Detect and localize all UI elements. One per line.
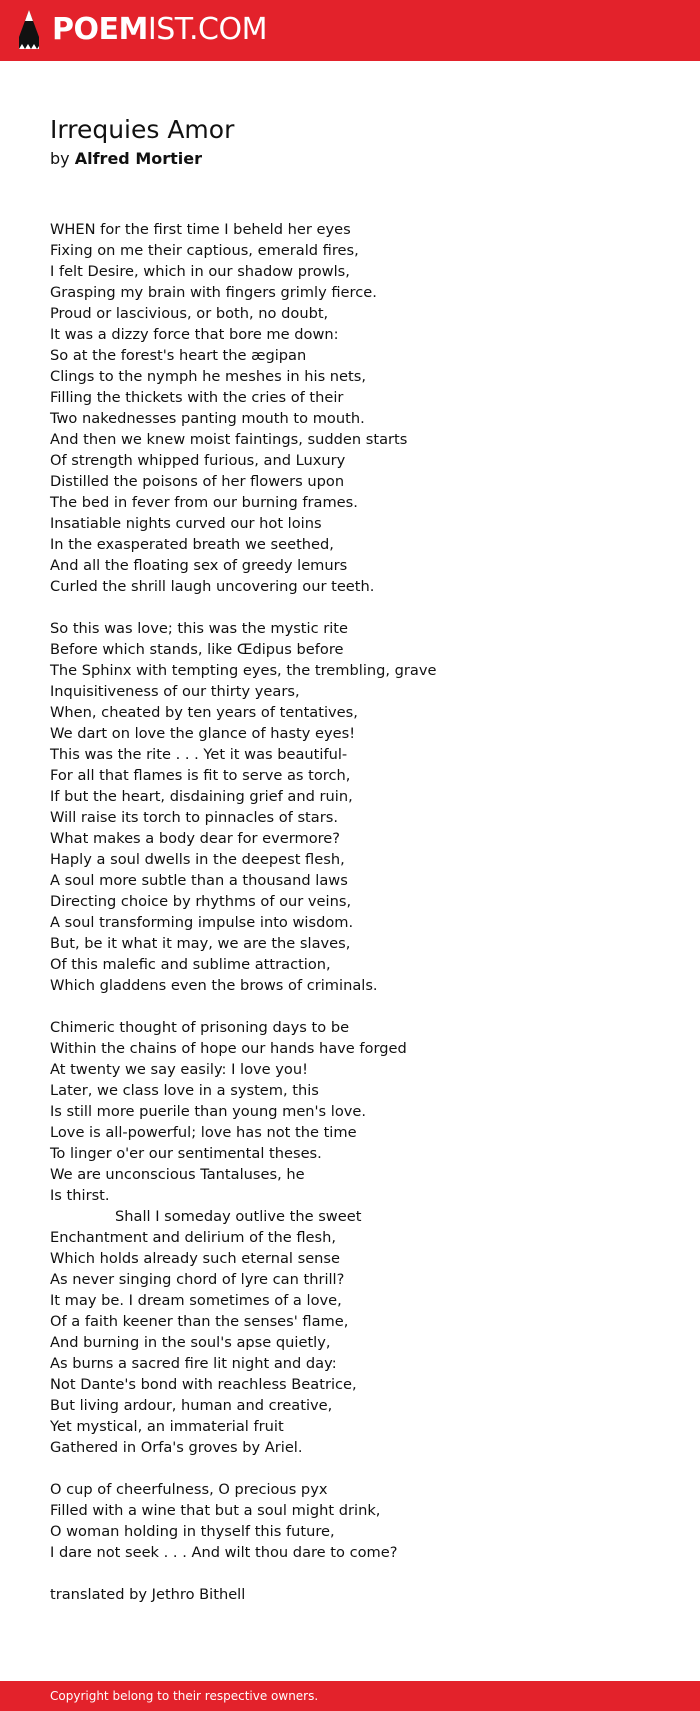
poem-line: A soul transforming impulse into wisdom. <box>50 914 354 931</box>
poem-line: Later, we class love in a system, this <box>50 1082 319 1099</box>
poem-line: O cup of cheerfulness, O precious pyx <box>50 1481 328 1498</box>
poem-line: Which gladdens even the brows of criminals. <box>50 977 378 994</box>
author-link[interactable]: Alfred Mortier <box>74 149 202 168</box>
poem-line: But living ardour, human and creative, <box>50 1397 333 1414</box>
poem-line: Chimeric thought of prisoning days to be <box>50 1019 350 1036</box>
poem-line: When, cheated by ten years of tentatives, <box>50 704 358 721</box>
poem-line: Proud or lascivious, or both, no doubt, <box>50 305 329 322</box>
poem-line: So this was love; this was the mystic rite <box>50 620 349 637</box>
poem-line: Enchantment and delirium of the flesh, <box>50 1229 337 1246</box>
stanza-1 <box>50 219 670 597</box>
translator-credit: translated by Jethro Bithell <box>50 1586 246 1603</box>
poem-line: Directing choice by rhythms of our veins, <box>50 893 352 910</box>
poem-line: Fixing on me their captious, emerald fires, <box>50 242 359 259</box>
poem-line: What makes a body dear for evermore? <box>50 830 341 847</box>
poem-line: But, be it what it may, we are the slaves, <box>50 935 351 952</box>
poem-line: Within the chains of hope our hands have forged <box>50 1040 407 1057</box>
poem-line: And all the floating sex of greedy lemurs <box>50 557 348 574</box>
poem-line: Insatiable nights curved our hot loins <box>50 515 322 532</box>
poem-line: Inquisitiveness of our thirty years, <box>50 683 300 700</box>
poem-line: Clings to the nymph he meshes in his nets, <box>50 368 367 385</box>
poem-line: It may be. I dream sometimes of a love, <box>50 1292 342 1309</box>
byline <box>50 149 202 169</box>
poem-line: For all that flames is fit to serve as torch, <box>50 767 351 784</box>
poem-line: Filling the thickets with the cries of their <box>50 389 344 406</box>
poem-line: As never singing chord of lyre can thrill? <box>50 1271 345 1288</box>
poem-line: The bed in fever from our burning frames. <box>50 494 358 511</box>
site-footer <box>0 1681 700 1711</box>
poem-line: Is thirst. <box>50 1187 110 1204</box>
poem-title: Irrequies Amor <box>50 115 235 144</box>
poem-line: A soul more subtle than a thousand laws <box>50 872 348 889</box>
poem-line: As burns a sacred fire lit night and day: <box>50 1355 337 1372</box>
stanza-2 <box>50 618 670 996</box>
poem-line: I felt Desire, which in our shadow prowls, <box>50 263 350 280</box>
poem-line-indented: Shall I someday outlive the sweet <box>115 1208 362 1225</box>
copyright-text: Copyright belong to their respective owners. <box>50 1689 319 1703</box>
poem-line: O woman holding in thyself this future, <box>50 1523 335 1540</box>
logo-text-thin: IST.COM <box>147 12 267 47</box>
poem-line: And burning in the soul's apse quietly, <box>50 1334 331 1351</box>
poem-line: Love is all-powerful; love has not the time <box>50 1124 357 1141</box>
poem-line: Two nakednesses panting mouth to mouth. <box>50 410 365 427</box>
poem-line: Of a faith keener than the senses' flame, <box>50 1313 349 1330</box>
pencil-icon <box>16 9 42 51</box>
poem-line: WHEN for the first time I beheld her eyes <box>50 221 351 238</box>
stanza-4 <box>50 1479 670 1563</box>
poem-line: If but the heart, disdaining grief and ruin, <box>50 788 353 805</box>
poem-line: To linger o'er our sentimental theses. <box>50 1145 322 1162</box>
poem-line: We dart on love the glance of hasty eyes! <box>50 725 356 742</box>
poem-line: Of strength whipped furious, and Luxury <box>50 452 346 469</box>
poem-line: So at the forest's heart the ægipan <box>50 347 307 364</box>
poem-line: Not Dante's bond with reachless Beatrice, <box>50 1376 357 1393</box>
poem-line: I dare not seek . . . And wilt thou dare to come? <box>50 1544 398 1561</box>
stanza-3 <box>50 1017 670 1458</box>
poem-body <box>50 219 670 1605</box>
poem-line: Will raise its torch to pinnacles of stars. <box>50 809 338 826</box>
poem-line: Before which stands, like Œdipus before <box>50 641 344 658</box>
poem-line: Gathered in Orfa's groves by Ariel. <box>50 1439 303 1456</box>
poem-line: Yet mystical, an immaterial fruit <box>50 1418 284 1435</box>
site-header <box>0 0 700 61</box>
poem-line: Grasping my brain with fingers grimly fierce. <box>50 284 377 301</box>
poem-line: Curled the shrill laugh uncovering our teeth. <box>50 578 375 595</box>
poem-line: And then we knew moist faintings, sudden starts <box>50 431 408 448</box>
poem-line: Which holds already such eternal sense <box>50 1250 341 1267</box>
poem-line: It was a dizzy force that bore me down: <box>50 326 339 343</box>
poem-line: We are unconscious Tantaluses, he <box>50 1166 305 1183</box>
by-label: by <box>50 149 70 168</box>
poem-line: Distilled the poisons of her flowers upon <box>50 473 345 490</box>
poem-line: In the exasperated breath we seethed, <box>50 536 334 553</box>
poem-line: This was the rite . . . Yet it was beautiful- <box>50 746 348 763</box>
site-logo[interactable] <box>16 9 267 51</box>
poem-line: The Sphinx with tempting eyes, the trembling, grave <box>50 662 437 679</box>
poem-line: Is still more puerile than young men's love. <box>50 1103 367 1120</box>
logo-text-bold: POEM <box>52 12 148 47</box>
logo-text <box>52 9 267 51</box>
poem-line: Haply a soul dwells in the deepest flesh, <box>50 851 345 868</box>
poem-line: Of this malefic and sublime attraction, <box>50 956 331 973</box>
poem-line: At twenty we say easily: I love you! <box>50 1061 308 1078</box>
poem-line: Filled with a wine that but a soul might drink, <box>50 1502 381 1519</box>
